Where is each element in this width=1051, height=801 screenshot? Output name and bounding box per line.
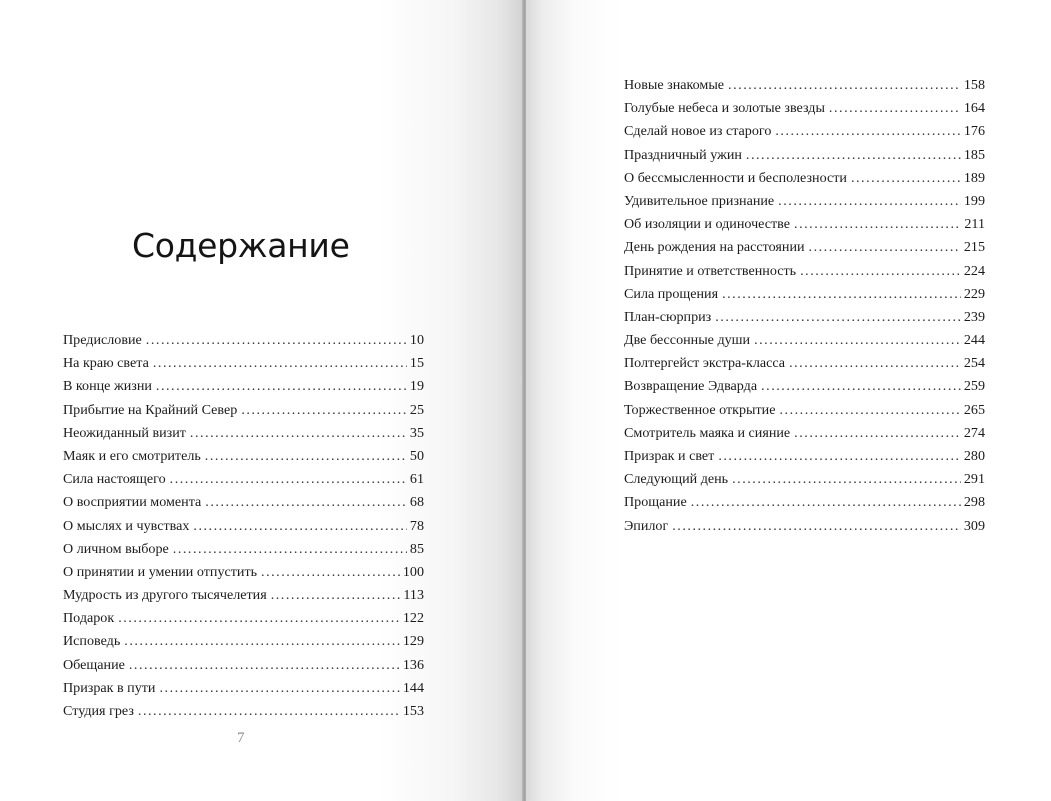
- toc-entry-page: 309: [963, 517, 985, 534]
- toc-entry-page: 199: [963, 192, 985, 209]
- dot-leader: [728, 468, 961, 491]
- toc-entry-title: О мыслях и чувствах: [63, 517, 190, 534]
- toc-entry-title: Обещание: [63, 656, 125, 673]
- dot-leader: [750, 329, 961, 352]
- toc-entry: [624, 236, 985, 259]
- toc-entry-page: 259: [963, 378, 985, 395]
- dot-leader: [771, 120, 960, 143]
- toc-entry: [624, 468, 985, 491]
- toc-entry-title: Смотритель маяка и сияние: [624, 424, 791, 441]
- toc-entry-title: Следующий день: [624, 471, 729, 488]
- toc-entry-page: 158: [963, 77, 985, 93]
- toc-entry-page: 136: [402, 656, 424, 673]
- toc-entry-page: 274: [963, 424, 985, 441]
- toc-entry-title: Новые знакомые: [624, 77, 725, 93]
- toc-entry: [624, 445, 985, 468]
- toc-entry-title: Маяк и его смотритель: [63, 447, 201, 464]
- toc-entry: [624, 515, 985, 538]
- toc-entry: [624, 283, 985, 306]
- dot-leader: [201, 445, 407, 468]
- page-number: 7: [237, 730, 245, 746]
- toc-entry-page: 215: [963, 239, 985, 256]
- toc-entry-page: 10: [409, 332, 424, 348]
- toc-entry: [624, 190, 985, 213]
- toc-entry-page: 129: [402, 633, 424, 650]
- dot-leader: [257, 561, 400, 584]
- toc-entry-page: 50: [409, 447, 424, 464]
- toc-entry: [63, 422, 424, 445]
- toc-entry-title: Эпилог: [624, 517, 669, 534]
- toc-entry-page: 35: [409, 424, 424, 441]
- toc-entry: [63, 607, 424, 630]
- dot-leader: [718, 283, 961, 306]
- dot-leader: [152, 375, 407, 398]
- toc-entry: [63, 445, 424, 468]
- right-page: [526, 0, 1051, 801]
- toc-entry: [63, 630, 424, 653]
- toc-entry-title: Подарок: [63, 610, 115, 627]
- toc-entry-page: 291: [963, 471, 985, 488]
- dot-leader: [120, 630, 400, 653]
- toc-entry-page: 298: [963, 494, 985, 511]
- dot-leader: [166, 468, 407, 491]
- toc-entry: [624, 144, 985, 167]
- toc-entry: [63, 538, 424, 561]
- dot-leader: [201, 491, 407, 514]
- toc-entry: [624, 167, 985, 190]
- left-page: [0, 0, 524, 801]
- toc-entry-title: О бессмысленности и бесполезности: [624, 169, 847, 186]
- toc-entry-title: Об изоляции и одиночестве: [624, 216, 791, 233]
- toc-entry-page: 239: [963, 308, 985, 325]
- dot-leader: [714, 445, 961, 468]
- dot-leader: [825, 97, 961, 120]
- toc-entry-title: Праздничный ужин: [624, 146, 742, 163]
- toc-entry-page: 153: [402, 703, 424, 719]
- toc-entry-title: Торжественное открытие: [624, 401, 776, 418]
- toc-entry-page: 113: [403, 587, 424, 604]
- toc-entry-page: 164: [963, 100, 985, 117]
- dot-leader: [114, 607, 400, 630]
- toc-entry-title: Прощание: [624, 494, 687, 511]
- toc-entry-title: Голубые небеса и золотые звезды: [624, 100, 825, 117]
- toc-entry-page: 244: [963, 332, 985, 349]
- toc-entry: [624, 120, 985, 143]
- toc-entry-page: 265: [963, 401, 985, 418]
- toc-entry-title: Исповедь: [63, 633, 121, 650]
- dot-leader: [790, 422, 961, 445]
- toc-entry: [63, 375, 424, 398]
- toc-entry-title: Возвращение Эдварда: [624, 378, 758, 395]
- toc-entry-page: 224: [963, 262, 985, 279]
- dot-leader: [668, 515, 961, 538]
- toc-entry-page: 68: [409, 494, 424, 511]
- toc-entry: [624, 399, 985, 422]
- toc-entry-title: На краю света: [63, 355, 149, 372]
- toc-entry-title: О принятии и умении отпустить: [63, 563, 258, 580]
- toc-entry-page: 85: [409, 540, 424, 557]
- toc-entry-title: Сила прощения: [624, 285, 719, 302]
- toc-entry-title: Призрак в пути: [63, 679, 156, 696]
- toc-entry: [624, 352, 985, 375]
- dot-leader: [189, 515, 407, 538]
- toc-list-left: [63, 329, 424, 723]
- toc-entry: [63, 561, 424, 584]
- toc-entry-title: День рождения на расстоянии: [624, 239, 805, 256]
- toc-entry-page: 61: [409, 471, 424, 488]
- page-title: Содержание: [132, 226, 350, 265]
- dot-leader: [134, 700, 400, 723]
- dot-leader: [142, 329, 407, 352]
- toc-entry-page: 176: [963, 123, 985, 140]
- toc-entry: [63, 584, 424, 607]
- dot-leader: [774, 190, 961, 213]
- toc-entry-title: Сила настоящего: [63, 471, 166, 488]
- toc-entry: [624, 306, 985, 329]
- toc-entry-title: О восприятии момента: [63, 494, 202, 511]
- toc-entry-title: План-сюрприз: [624, 308, 712, 325]
- dot-leader: [742, 144, 961, 167]
- toc-entry-page: 229: [963, 285, 985, 302]
- toc-entry-title: Прибытие на Крайний Север: [63, 401, 238, 418]
- dot-leader: [847, 167, 961, 190]
- toc-entry-page: 25: [409, 401, 424, 418]
- toc-entry-page: 254: [963, 355, 985, 372]
- dot-leader: [796, 260, 961, 283]
- toc-entry-title: О личном выборе: [63, 540, 169, 557]
- toc-entry: [624, 422, 985, 445]
- toc-entry-title: Призрак и свет: [624, 448, 715, 464]
- dot-leader: [237, 399, 407, 422]
- toc-entry: [63, 654, 424, 677]
- toc-entry: [63, 677, 424, 700]
- toc-entry: [63, 399, 424, 422]
- toc-entry: [624, 329, 985, 352]
- toc-entry: [624, 375, 985, 398]
- toc-entry-page: 19: [409, 378, 424, 395]
- toc-entry: [63, 329, 424, 352]
- toc-entry: [624, 213, 985, 236]
- toc-entry: [63, 700, 424, 723]
- toc-entry-page: 185: [963, 146, 985, 163]
- toc-entry-page: 189: [963, 169, 985, 186]
- toc-entry-page: 144: [402, 679, 424, 696]
- toc-entry: [624, 260, 985, 283]
- toc-entry-title: Две бессонные души: [624, 332, 751, 349]
- dot-leader: [125, 654, 400, 677]
- toc-entry: [63, 491, 424, 514]
- dot-leader: [267, 584, 401, 607]
- toc-entry: [63, 515, 424, 538]
- dot-leader: [775, 399, 960, 422]
- toc-entry-page: 100: [402, 563, 424, 580]
- dot-leader: [790, 213, 961, 236]
- dot-leader: [155, 677, 399, 700]
- toc-entry-title: Сделай новое из старого: [624, 123, 772, 140]
- dot-leader: [805, 236, 961, 259]
- dot-leader: [757, 375, 961, 398]
- dot-leader: [711, 306, 961, 329]
- toc-entry-page: 211: [964, 216, 985, 233]
- toc-entry-title: В конце жизни: [63, 378, 152, 395]
- toc-entry-title: Удивительное признание: [624, 192, 775, 209]
- toc-entry-page: 122: [402, 610, 424, 627]
- toc-entry: [624, 491, 985, 514]
- dot-leader: [169, 538, 407, 561]
- toc-entry: [624, 97, 985, 120]
- toc-entry-title: Принятие и ответственность: [624, 262, 797, 279]
- toc-entry-title: Предисловие: [63, 332, 142, 348]
- toc-entry-page: 280: [963, 448, 985, 464]
- toc-list-right: [624, 74, 985, 538]
- toc-entry: [63, 468, 424, 491]
- toc-entry-title: Полтергейст экстра-класса: [624, 355, 786, 372]
- dot-leader: [785, 352, 961, 375]
- toc-entry-title: Неожиданный визит: [63, 424, 186, 441]
- toc-entry-title: Мудрость из другого тысячелетия: [63, 587, 267, 604]
- toc-entry-page: 15: [409, 355, 424, 372]
- toc-entry-title: Студия грез: [63, 703, 134, 719]
- dot-leader: [687, 491, 961, 514]
- dot-leader: [149, 352, 407, 375]
- toc-entry: [63, 352, 424, 375]
- toc-entry: [624, 74, 985, 97]
- dot-leader: [186, 422, 407, 445]
- toc-entry-page: 78: [409, 517, 424, 534]
- dot-leader: [724, 74, 961, 97]
